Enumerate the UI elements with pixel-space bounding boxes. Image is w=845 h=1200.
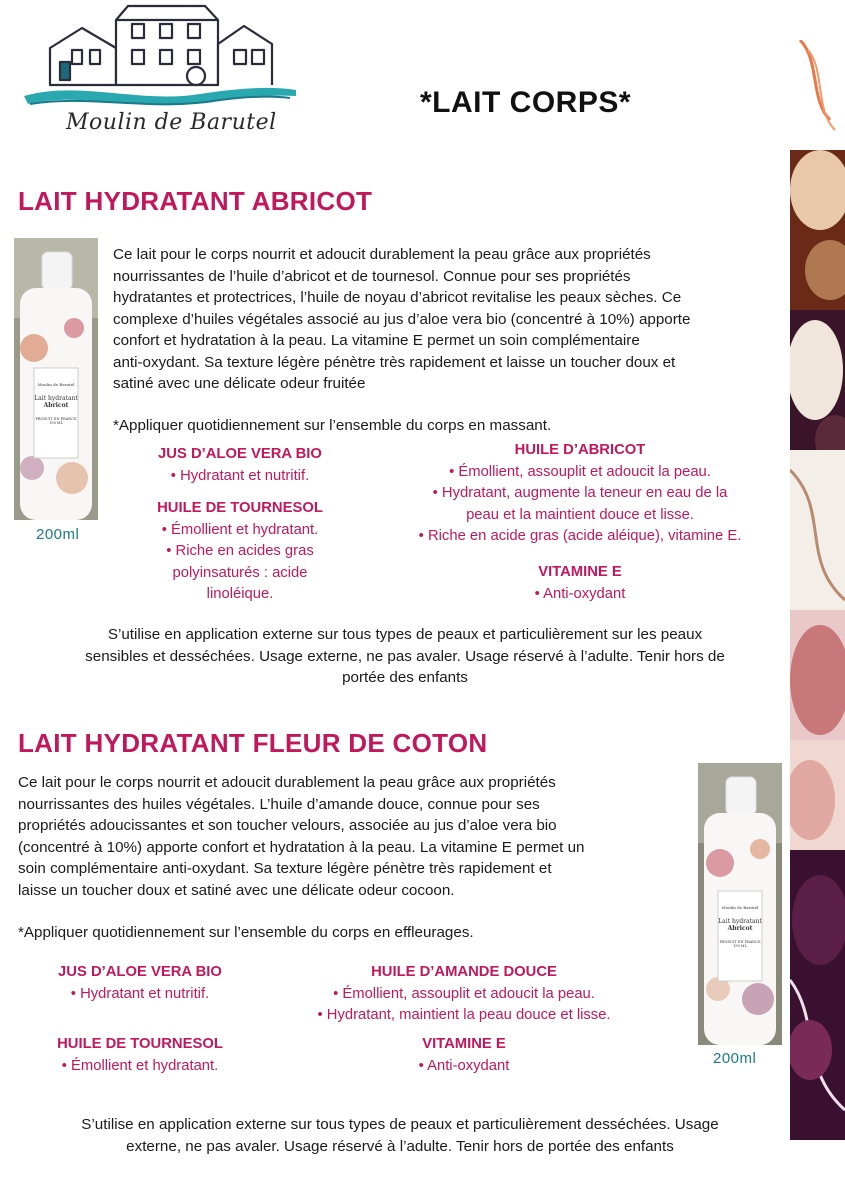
ingredient-benefit: • Hydratant et nutritif. xyxy=(170,467,310,484)
ingredient-name: VITAMINE E xyxy=(538,564,622,580)
product1-bottle-image xyxy=(14,238,98,520)
bottle-label-name: Lait hydratant xyxy=(34,395,78,402)
description-line: anti-oxydant. Sa texture légère pénètre très rapidement et laisse un toucher doux et xyxy=(113,353,676,371)
description-line: confort et hydratation à la peau. La vitamine E permet un soin complémentaire xyxy=(113,332,640,349)
usage-line: S’utilise en application externe sur tous types de peaux et particulièrement desséchées. Usage xyxy=(81,1116,719,1133)
ingredient-name: HUILE D’AMANDE DOUCE xyxy=(371,964,557,980)
ingredient-benefit: • Anti-oxydant xyxy=(534,585,626,602)
ingredient-benefit: • Hydratant, maintient la peau douce et lisse. xyxy=(317,1007,611,1023)
ingredient-benefit: • Riche en acides gras xyxy=(166,543,314,559)
ingredient-name: HUILE DE TOURNESOL xyxy=(157,500,323,516)
ingredient-name: HUILE DE TOURNESOL xyxy=(57,1036,223,1052)
description-line: Ce lait pour le corps nourrit et adoucit durablement la peau grâce aux propriétés xyxy=(18,774,556,791)
ingredient-benefit: • Hydratant, augmente la teneur en eau de la xyxy=(432,485,728,501)
ingredient-benefit: • Hydratant et nutritif. xyxy=(70,985,210,1002)
product1-usage xyxy=(20,624,790,689)
ingredient-benefit: peau et la maintient douce et lisse. xyxy=(466,506,694,523)
bottle-label xyxy=(34,368,78,458)
usage-line: sensibles et desséchées. Usage externe, ne pas avaler. Usage réservé à l’adulte. Tenir hors de xyxy=(85,647,725,665)
usage-line: S’utilise en application externe sur tous types de peaux et particulièrement sur les peaux xyxy=(107,626,703,643)
product1-ingredient-abricot xyxy=(380,440,780,548)
description-line: laisse un toucher doux et satiné avec une délicate odeur cocoon. xyxy=(18,881,455,899)
product2-usage xyxy=(10,1114,790,1157)
usage-line: externe, ne pas avaler. Usage réservé à l’adulte. Tenir hors de portée des enfants xyxy=(126,1137,674,1155)
bottle-label xyxy=(718,891,762,981)
description-line: soin complémentaire anti-oxydant. Sa texture légère pénètre très rapidement et xyxy=(18,860,552,877)
brand-logo xyxy=(20,0,300,145)
bottle-label-variant: Abricot xyxy=(727,925,753,932)
product1-description xyxy=(113,244,690,395)
bottle-label-brand: Moulin de Barutel xyxy=(37,382,75,387)
ingredient-name: HUILE D’ABRICOT xyxy=(514,442,646,458)
ingredient-benefit: • Émollient et hydratant. xyxy=(61,1057,219,1074)
product2-ingredient-aloe xyxy=(20,962,260,1005)
bottle-label-volume: 150 ML xyxy=(49,421,63,425)
bottle-label-variant: Abricot xyxy=(43,402,69,409)
product1-ingredient-tournesol xyxy=(120,498,360,606)
ingredient-name: JUS D’ALOE VERA BIO xyxy=(158,446,322,462)
floral-border-decoration xyxy=(790,40,845,1140)
product1-ingredient-vitamine xyxy=(380,562,780,605)
bottle-label-made-in: PRODUIT EN FRANCE xyxy=(35,417,77,421)
product1-size: 200ml xyxy=(36,526,80,543)
ingredient-name: JUS D’ALOE VERA BIO xyxy=(58,964,222,980)
ingredient-benefit: • Riche en acide gras (acide aléique), vitamine E. xyxy=(418,528,742,544)
product1-ingredient-aloe xyxy=(120,444,360,487)
ingredient-benefit: • Émollient, assouplit et adoucit la peau. xyxy=(449,463,711,480)
ingredient-name: VITAMINE E xyxy=(422,1036,506,1052)
description-line: nourrissantes de l’huile d’abricot et de tournesol. Connue pour ses propriétés xyxy=(113,267,631,285)
usage-line: portée des enfants xyxy=(342,669,468,686)
mill-illustration xyxy=(20,0,300,112)
product2-application: *Appliquer quotidiennement sur l’ensemble du corps en effleurages. xyxy=(18,924,474,941)
product1-application: *Appliquer quotidiennement sur l’ensemble du corps en massant. xyxy=(113,417,552,434)
product2-title: LAIT HYDRATANT FLEUR DE COTON xyxy=(18,728,488,758)
description-line: satiné avec une délicate odeur fruitée xyxy=(113,375,366,392)
bottle-label-volume: 150 ML xyxy=(733,944,747,948)
description-line: propriétés adoucissantes et son toucher velours, associée au jus d’aloe vera bio xyxy=(18,817,557,834)
ingredient-benefit: • Anti-oxydant xyxy=(418,1057,510,1074)
description-line: nourrissantes des huiles végétales. L’huile d’amande douce, connue pour ses xyxy=(18,795,540,813)
bottle-label-made-in: PRODUIT EN FRANCE xyxy=(719,940,761,944)
product2-description xyxy=(18,772,585,901)
product2-ingredient-tournesol xyxy=(20,1034,260,1077)
product1-title: LAIT HYDRATANT ABRICOT xyxy=(18,186,373,216)
page-title: *LAIT CORPS* xyxy=(420,86,632,119)
bottle-label-name: Lait hydratant xyxy=(718,918,762,925)
product2-bottle-image xyxy=(698,763,782,1045)
brand-name: Moulin de Barutel xyxy=(66,110,277,135)
description-line: (concentré à 10%) apporte confort et hydratation à la peau. La vitamine E permet un xyxy=(18,838,585,856)
product2-ingredient-vitamine xyxy=(274,1034,654,1077)
ingredient-benefit: linoléique. xyxy=(206,586,274,602)
description-line: hydratantes et protectrices, l’huile de noyau d’abricot revitalise les peaux sèches. Ce xyxy=(113,289,682,306)
product2-size: 200ml xyxy=(713,1050,757,1067)
description-line: complexe d’huiles végétales associé au jus d’aloe vera bio (concentré à 10%) apporte xyxy=(113,310,691,328)
description-line: Ce lait pour le corps nourrit et adoucit durablement la peau grâce aux propriétés xyxy=(113,246,651,263)
ingredient-benefit: • Émollient, assouplit et adoucit la peau. xyxy=(333,985,595,1002)
ingredient-benefit: • Émollient et hydratant. xyxy=(161,521,319,538)
product2-ingredient-amande xyxy=(274,962,654,1027)
bottle-label-brand: Moulin de Barutel xyxy=(721,905,759,910)
ingredient-benefit: polyinsaturés : acide xyxy=(172,564,308,581)
